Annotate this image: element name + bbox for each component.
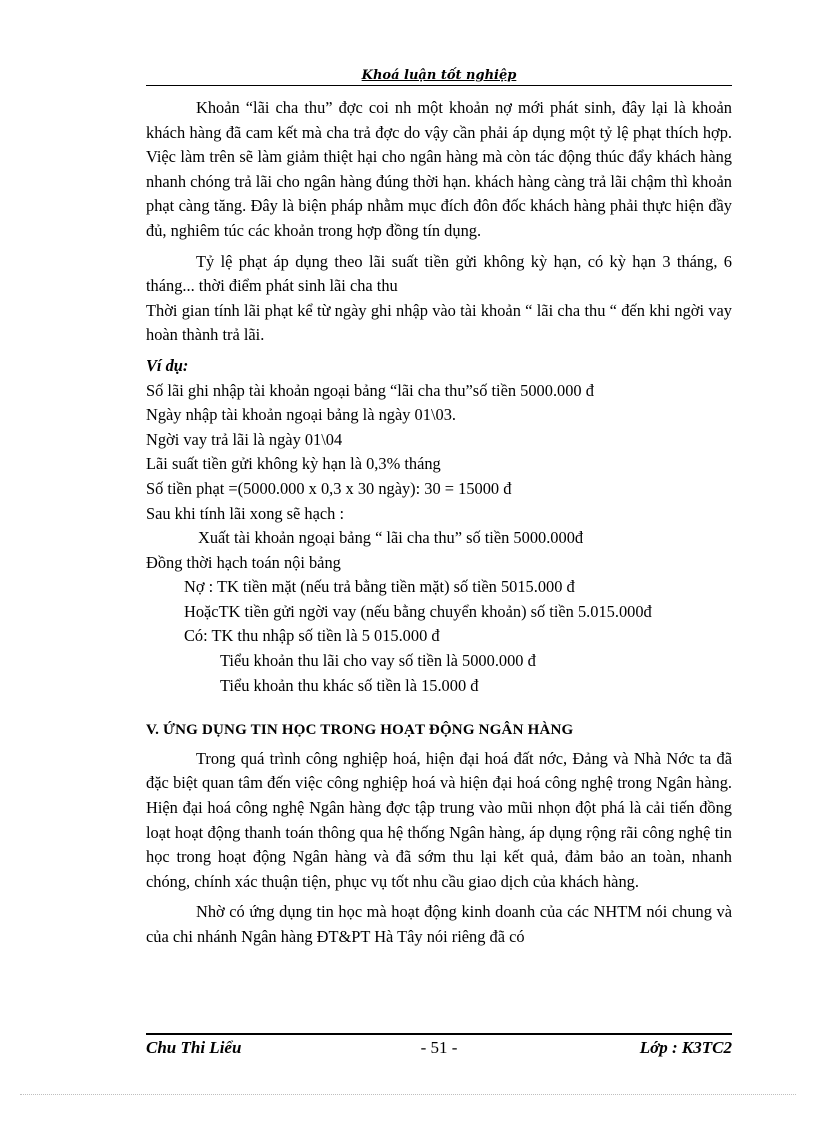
example-hoac: HoặcTK tiền gửi ngời vay (nếu bằng chuyển khoản) số tiền 5.015.000đ <box>184 601 652 621</box>
example-co: Có: TK thu nhập số tiền là 5 015.000 đ <box>184 626 440 646</box>
example-xuat: Xuất tài khoản ngoại bảng “ lãi cha thu” số tiền 5000.000đ <box>198 528 584 548</box>
section-heading: V. ỨNG DỤNG TIN HỌC TRONG HOẠT ĐỘNG NGÂN HÀNG <box>146 722 574 739</box>
page-footer <box>146 1038 732 1062</box>
paragraph-it-result: Nhờ có ứng dụng tin học mà hoạt động kinh doanh của các NHTM nói chung và của chi nhánh Ngân hàng ĐT&PT Hà Tây nói riêng đã có <box>146 902 732 946</box>
header-title: Khoá luận tốt nghiệp <box>361 68 517 83</box>
example-line: Ngày nhập tài khoản ngoại bảng là ngày 01\03. <box>146 405 456 425</box>
footer-author: Chu Thi Liểu <box>146 1038 242 1057</box>
example-tieu-khoan-2: Tiểu khoản thu khác số tiền là 15.000 đ <box>220 675 479 695</box>
example-line: Sau khi tính lãi xong sẽ hạch : <box>146 503 345 523</box>
footer-rule <box>146 1033 732 1035</box>
example-dongthoi: Đồng thời hạch toán nội bảng <box>146 552 341 572</box>
page-number: - 51 - <box>420 1038 458 1057</box>
page-header <box>146 66 732 86</box>
header-rule <box>146 85 732 86</box>
example-no: Nợ : TK tiền mặt (nếu trả bằng tiền mặt) số tiền 5015.000 đ <box>184 577 575 597</box>
page-border-dotted <box>20 1094 796 1095</box>
paragraph-penalty-period: Thời gian tính lãi phạt kể từ ngày ghi nhập vào tài khoản “ lãi cha thu “ đến khi ngời vay hoàn thành trả lãi. <box>146 300 732 345</box>
page-body <box>146 96 732 950</box>
paragraph-penalty-intro: Khoản “lãi cha thu” đợc coi nh một khoản nợ mới phát sinh, đây lại là khoản khách hàng đã cam kết mà cha trả đợc do vậy cần phải áp dụng một tỷ lệ phạt thích hợp. Việc làm trên sẽ làm giảm thiệt hại cho ngân hàng mà còn tác động thúc đẩy khách hàng nhanh chóng trả lãi cho ngân hàng đúng thời hạn. khách hàng càng trả lãi chậm thì khoản phạt càng tăng. Đây là biện pháp nhằm mục đích đôn đốc khách hàng phải thực hiện đầy đủ, nghiêm túc các khoản trong hợp đồng tín dụng. <box>146 98 732 240</box>
example-line: Số lãi ghi nhập tài khoản ngoại bảng “lãi cha thu”số tiền 5000.000 đ <box>146 380 594 400</box>
example-label: Ví dụ: <box>146 355 189 375</box>
example-tieu-khoan-1: Tiểu khoản thu lãi cho vay số tiền là 5000.000 đ <box>220 651 536 671</box>
example-line: Ngời vay trả lãi là ngày 01\04 <box>146 429 343 449</box>
paragraph-penalty-rate: Tỷ lệ phạt áp dụng theo lãi suất tiền gửi không kỳ hạn, có kỳ hạn 3 tháng, 6 tháng... thời điểm phát sinh lãi cha thu <box>146 251 732 296</box>
example-line: Lãi suất tiền gửi không kỳ hạn là 0,3% tháng <box>146 454 441 474</box>
footer-class: Lớp : K3TC2 <box>639 1038 732 1057</box>
paragraph-it-application: Trong quá trình công nghiệp hoá, hiện đại hoá đất nớc, Đảng và Nhà Nớc ta đã đặc biệt quan tâm đến việc công nghiệp hoá và hiện đại hoá công nghệ trong Ngân hàng. Hiện đại hoá công nghệ Ngân hàng đợc tập trung vào mũi nhọn đột phá là cải tiến đồng loạt hoạt động thanh toán thông qua hệ thống Ngân hàng, áp dụng rộng rãi công nghệ tin học trong hoạt động Ngân hàng và đã sớm thu lại kết quả, đảm bảo an toàn, nhanh chóng, chính xác thuận tiện, phục vụ tốt nhu cầu giao dịch của khách hàng. <box>146 748 732 891</box>
example-line: Số tiền phạt =(5000.000 x 0,3 x 30 ngày): 30 = 15000 đ <box>146 478 512 498</box>
